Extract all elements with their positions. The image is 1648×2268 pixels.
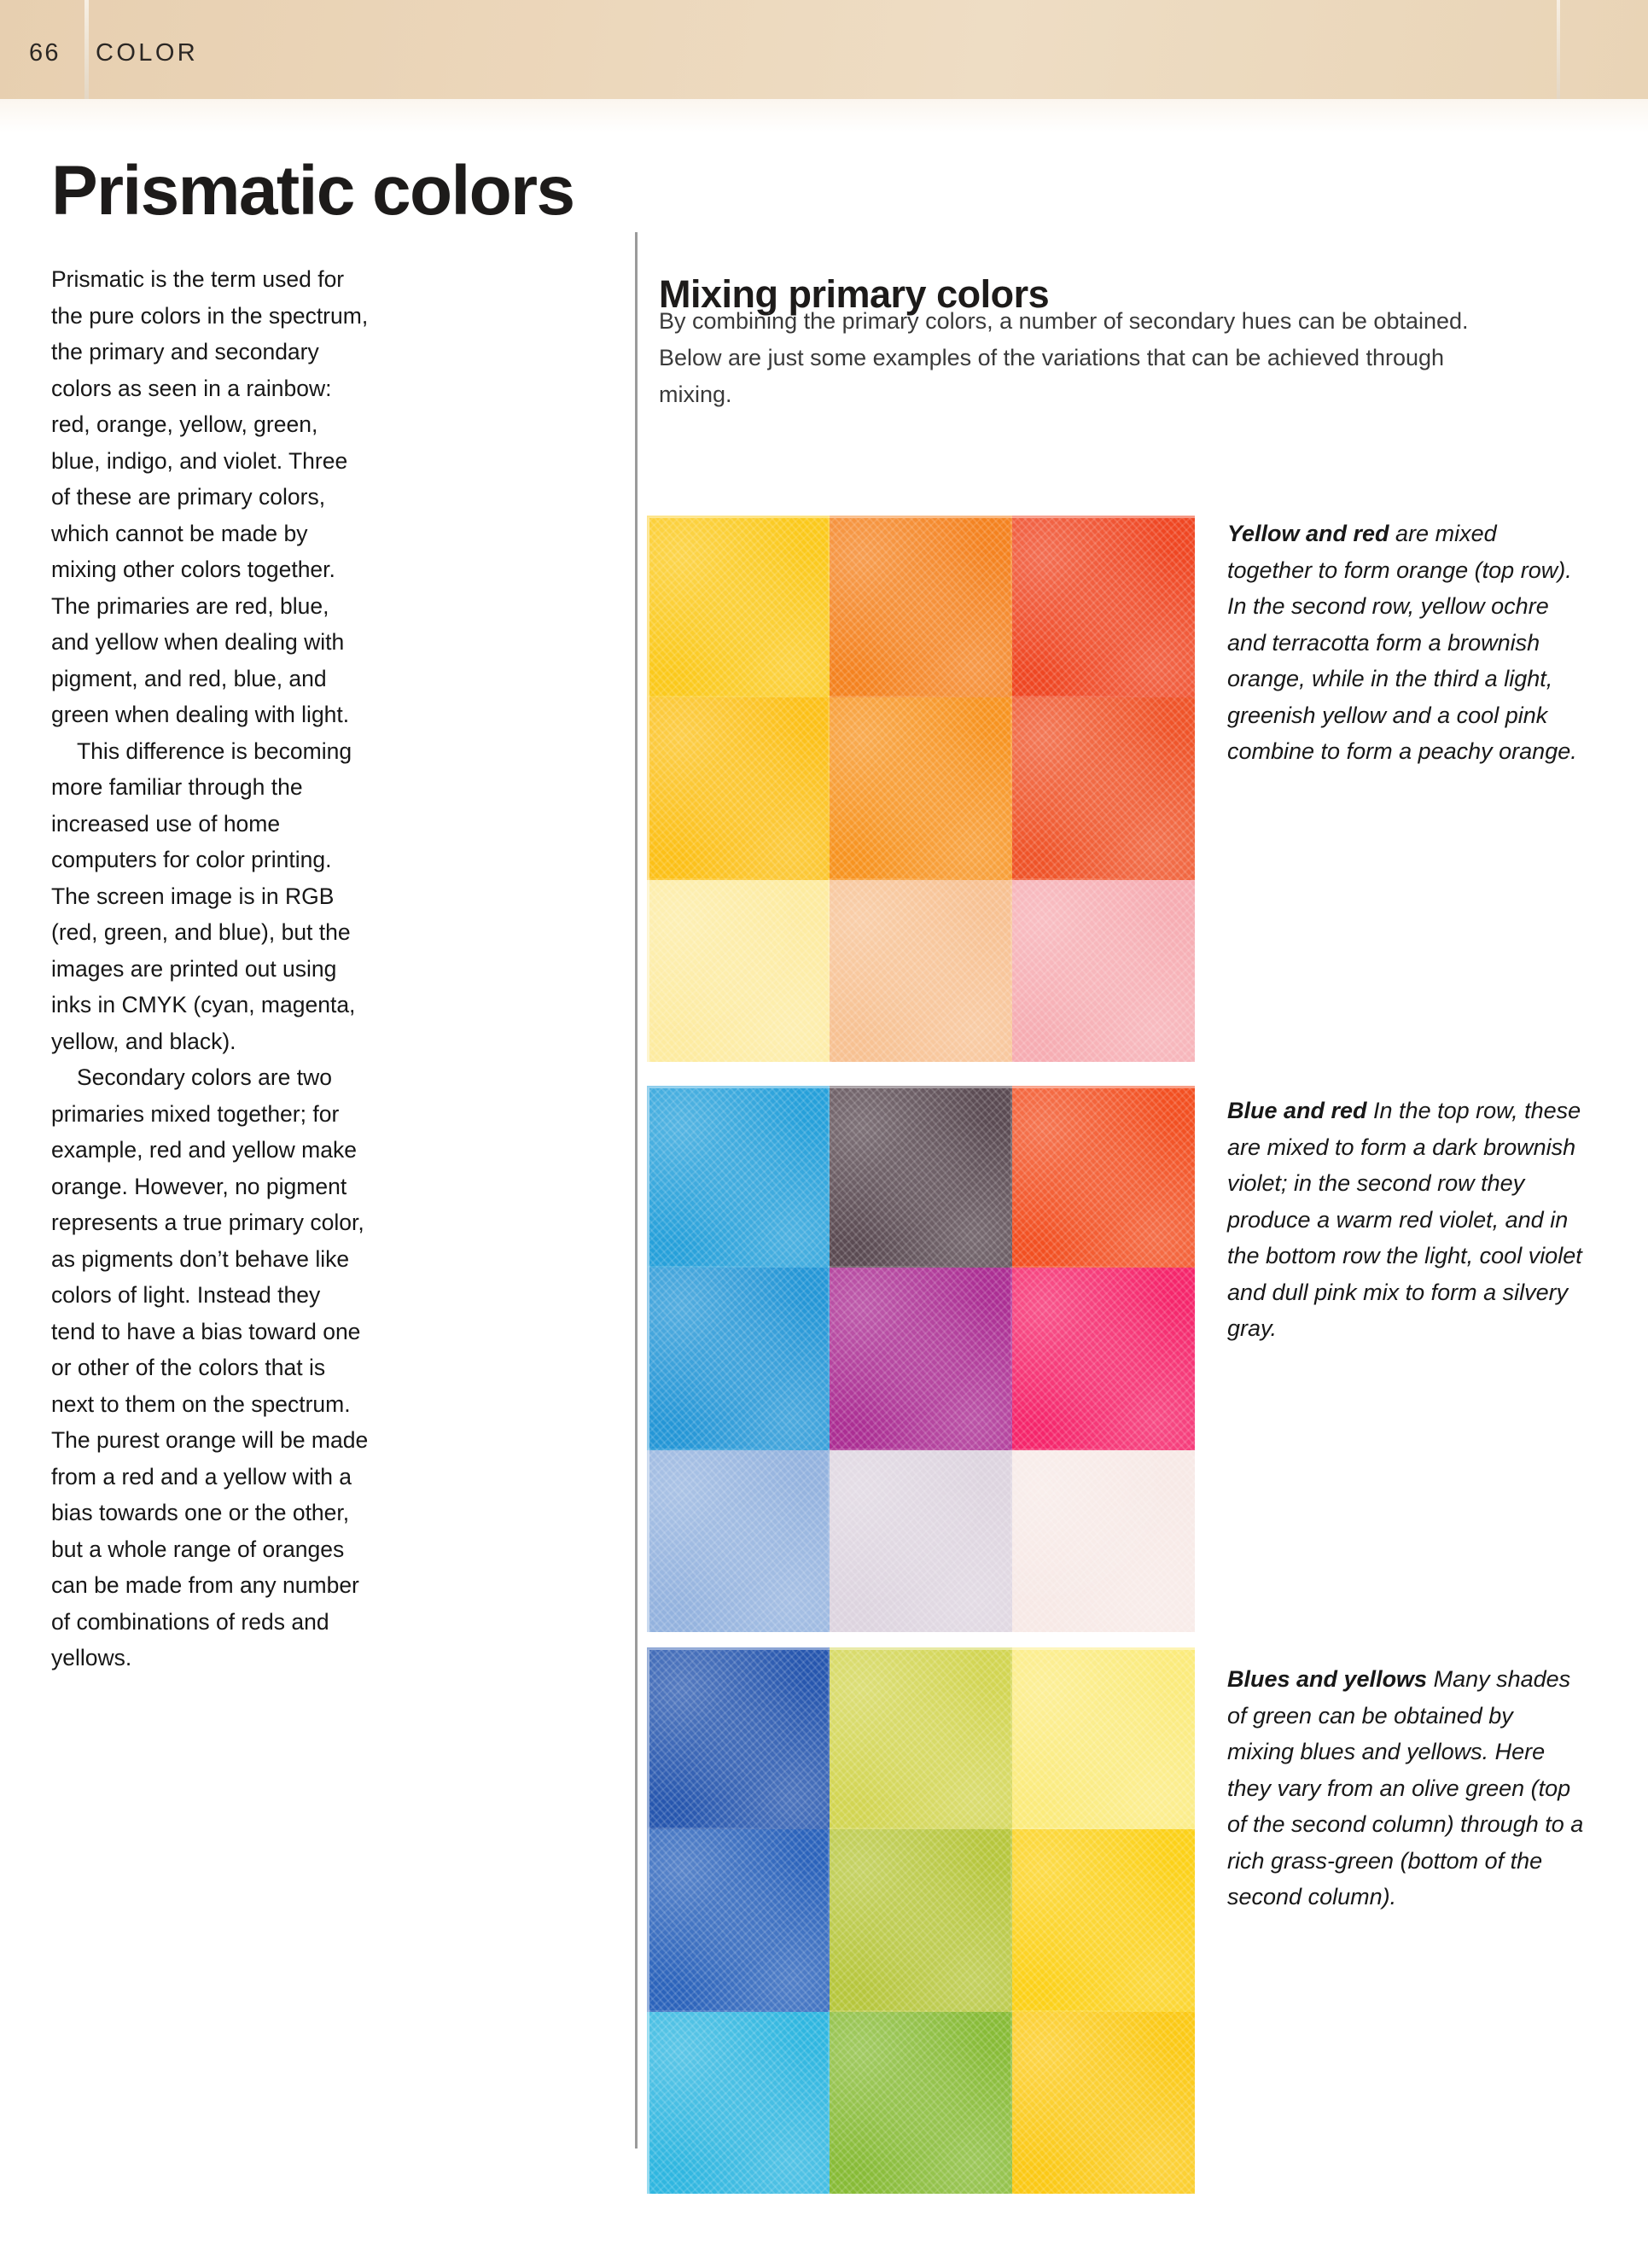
color-grid-blues-yellows — [647, 1647, 1195, 2194]
color-swatch — [830, 1829, 1012, 2011]
left-body-column — [51, 261, 369, 1676]
caption-title: Blues and yellows — [1227, 1666, 1428, 1692]
color-swatch — [647, 516, 830, 697]
color-swatch — [647, 1268, 830, 1449]
section-label: COLOR — [96, 39, 199, 67]
color-swatch — [1012, 1647, 1195, 1829]
caption-title: Yellow and red — [1227, 521, 1389, 546]
body-paragraph-2: This difference is becoming more familiar through the increased use of home computers for color printing. The screen image is in RGB (red, green, and blue), but the images are printed out using inks in CMYK (cyan, magenta, yellow, and black). — [51, 738, 356, 1054]
column-divider-rule — [635, 232, 638, 2148]
color-swatch — [830, 2012, 1012, 2194]
body-paragraph-1: Prismatic is the term used for the pure colors in the spectrum, the primary and secondary colors as seen in a rainbow: red, orange, yellow, green, blue, indigo, and violet. Three of these are primary colors, which cannot be made by mixing other colors together. The primaries are red, blue, and yellow when dealing with pigment, and red, blue, and green when dealing with light. — [51, 266, 369, 727]
page-number: 66 — [29, 39, 61, 67]
caption-blue-and-red — [1227, 1093, 1586, 1347]
color-swatch — [647, 1086, 830, 1268]
caption-body: are mixed together to form orange (top row). In the second row, yellow ochre and terracotta form a brownish orange, while in the third a light, greenish yellow and a cool pink combine to form a peachy orange. — [1227, 521, 1577, 764]
color-swatch — [647, 697, 830, 879]
color-swatch — [830, 516, 1012, 697]
color-swatch — [1012, 697, 1195, 879]
color-swatch — [1012, 880, 1195, 1062]
caption-yellow-and-red — [1227, 516, 1586, 770]
color-grid-blue-red — [647, 1086, 1195, 1632]
color-swatch — [1012, 1086, 1195, 1268]
header-rule-left — [84, 0, 89, 102]
color-swatch — [830, 1450, 1012, 1632]
page-header-band — [0, 0, 1648, 102]
color-swatch — [1012, 1829, 1195, 2011]
header-fade-strip — [0, 99, 1648, 133]
body-paragraph-3: Secondary colors are two primaries mixed together; for example, red and yellow make orange. However, no pigment represents a true primary color, as pigments don’t behave like colors of light. Instead they tend to have a bias toward one or other of the colors that is next to them on the spectrum. The purest orange will be made from a red and a yellow with a bias towards one or the other, but a whole range of oranges can be made from any number of combinations of reds and yellows. — [51, 1064, 369, 1670]
page-title: Prismatic colors — [51, 151, 574, 230]
color-swatch — [1012, 1450, 1195, 1632]
color-swatch — [647, 1450, 830, 1632]
sidebar-intro-text: By combining the primary colors, a number of secondary hues can be obtained. Below are just some examples of the variations that can be achieved through mixing. — [659, 308, 1469, 407]
color-swatch — [830, 697, 1012, 879]
color-swatch — [647, 1647, 830, 1829]
color-swatch — [647, 2012, 830, 2194]
header-rule-right — [1557, 0, 1560, 102]
color-swatch — [830, 1268, 1012, 1449]
caption-body: In the top row, these are mixed to form a dark brownish violet; in the second row they produce a warm red violet, and in the bottom row the light, cool violet and dull pink mix to form a silvery gray. — [1227, 1098, 1582, 1341]
color-swatch — [1012, 1268, 1195, 1449]
color-swatch — [830, 880, 1012, 1062]
color-swatch — [830, 1086, 1012, 1268]
sidebar-heading: Mixing primary colors — [659, 272, 1050, 317]
color-swatch — [647, 1829, 830, 2011]
caption-body: Many shades of green can be obtained by mixing blues and yellows. Here they vary from an olive green (top of the second column) through to a rich grass-green (bottom of the second column). — [1227, 1666, 1584, 1909]
color-swatch — [1012, 2012, 1195, 2194]
color-grid-yellow-red — [647, 516, 1195, 1062]
color-swatch — [830, 1647, 1012, 1829]
color-swatch — [1012, 516, 1195, 697]
color-swatch — [647, 880, 830, 1062]
caption-title: Blue and red — [1227, 1098, 1367, 1123]
caption-blues-and-yellows — [1227, 1661, 1586, 1915]
